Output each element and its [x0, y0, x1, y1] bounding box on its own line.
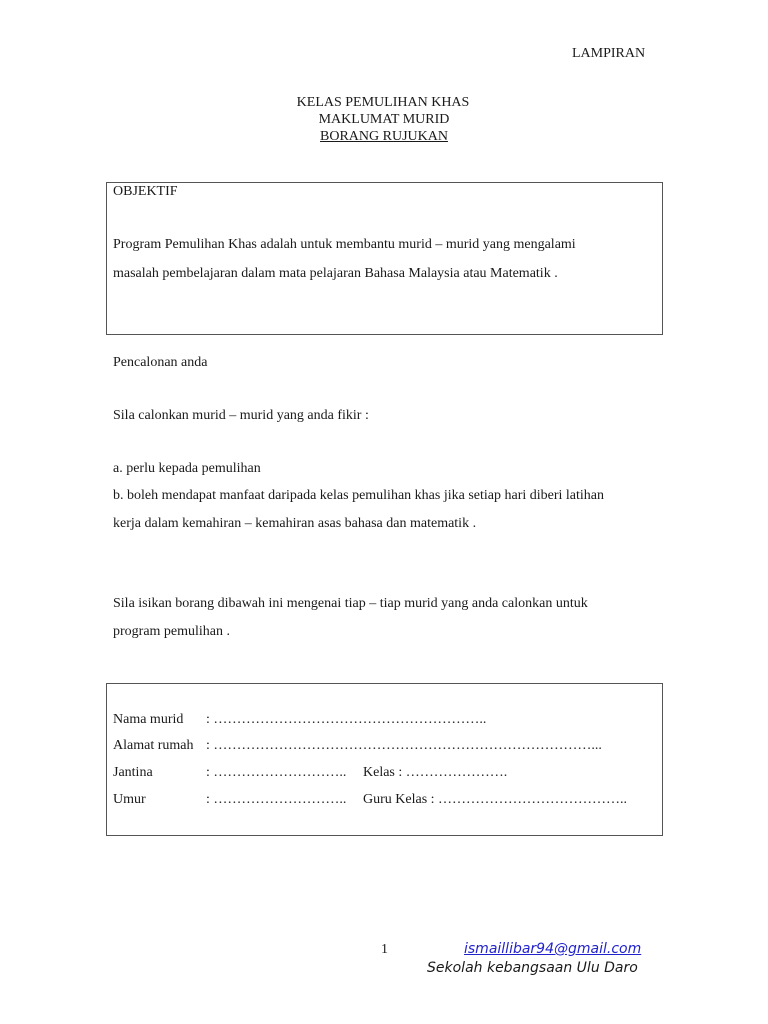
objektif-box	[106, 182, 663, 335]
title-maklumat-murid: MAKLUMAT MURID	[318, 112, 450, 127]
alamat-rumah-field[interactable]: : ………………………………………………………………………...	[206, 738, 602, 753]
alamat-rumah-label: Alamat rumah	[113, 738, 194, 753]
nama-murid-label: Nama murid	[113, 712, 184, 727]
jantina-label: Jantina	[113, 765, 153, 780]
guru-kelas-field[interactable]: Guru Kelas : …………………………………..	[363, 792, 628, 807]
jantina-field[interactable]: : ………………………..	[206, 765, 347, 780]
sila-isikan-line2: program pemulihan .	[113, 624, 231, 639]
umur-label: Umur	[113, 792, 146, 807]
footer-school-name: Sekolah kebangsaan Ulu Daro	[427, 960, 638, 976]
sila-isikan-line1: Sila isikan borang dibawah ini mengenai tiap – tiap murid yang anda calonkan untuk	[113, 596, 588, 611]
page-number: 1	[381, 942, 388, 957]
title-kelas-pemulihan: KELAS PEMULIHAN KHAS	[296, 95, 470, 110]
kelas-field[interactable]: Kelas : ………………….	[363, 765, 508, 780]
nama-murid-field[interactable]: : …………………………………………………..	[206, 712, 487, 727]
sila-calonkan-text: Sila calonkan murid – murid yang anda fikir :	[113, 408, 369, 423]
item-b-line1: b. boleh mendapat manfaat daripada kelas pemulihan khas jika setiap hari diberi latihan	[113, 488, 604, 503]
pencalonan-text: Pencalonan anda	[113, 355, 208, 370]
objektif-text-line2: masalah pembelajaran dalam mata pelajaran Bahasa Malaysia atau Matematik .	[113, 266, 558, 281]
footer-email-link[interactable]: ismaillibar94@gmail.com	[464, 941, 642, 957]
item-b-line2: kerja dalam kemahiran – kemahiran asas bahasa dan matematik .	[113, 516, 477, 531]
objektif-text-line1: Program Pemulihan Khas adalah untuk membantu murid – murid yang mengalami	[113, 237, 576, 252]
item-a-text: a. perlu kepada pemulihan	[113, 461, 261, 476]
lampiran-label: LAMPIRAN	[572, 46, 646, 61]
title-borang-rujukan: BORANG RUJUKAN	[320, 129, 448, 144]
document-titles	[0, 94, 768, 145]
objektif-heading: OBJEKTIF	[113, 184, 178, 199]
umur-field[interactable]: : ………………………..	[206, 792, 347, 807]
student-form-box	[106, 683, 663, 836]
